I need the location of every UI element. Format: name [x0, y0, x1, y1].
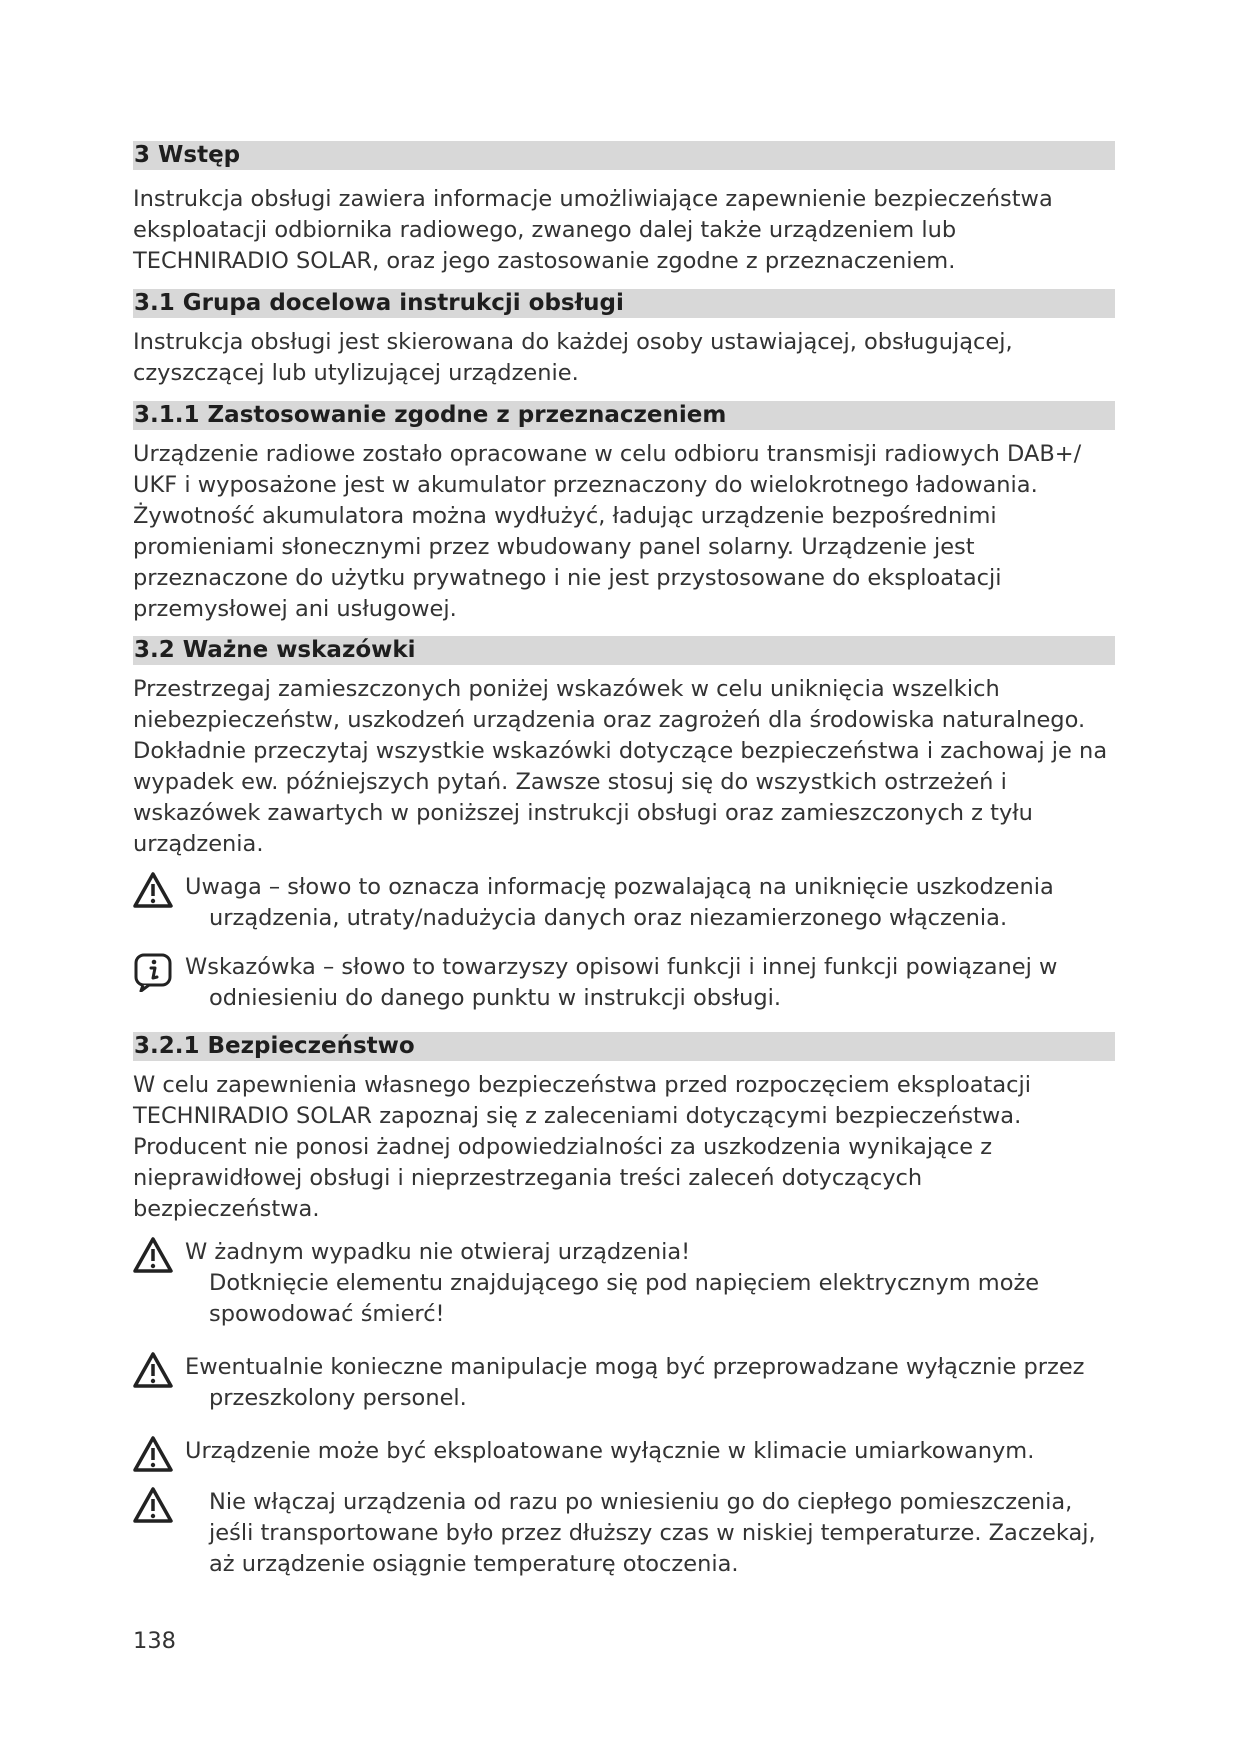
warning-triangle-icon: [133, 1352, 173, 1388]
warning-triangle-icon: [133, 1487, 173, 1523]
caution-text: Uwaga – słowo to oznacza informację pozwalającą na uniknięcie uszkodzenia urządzenia, utraty/nadużycia danych oraz niezamierzonego włączenia.: [185, 874, 1054, 931]
target-group-paragraph: Instrukcja obsługi jest skierowana do każdej osoby ustawiającej, obsługującej, czyszczącej lub utylizującej urządzenie.: [133, 329, 1013, 386]
note-caution: [133, 872, 1115, 934]
heading-3-1: 3.1 Grupa docelowa instrukcji obsługi: [133, 289, 1115, 318]
warning-triangle-icon: [133, 1436, 173, 1472]
warning-2-text: Ewentualnie konieczne manipulacje mogą być przeprowadzane wyłącznie przez przeszkolony personel.: [185, 1354, 1085, 1411]
intro-paragraph: Instrukcja obsługi zawiera informacje umożliwiające zapewnienie bezpieczeństwa eksploatacji odbiornika radiowego, zwanego dalej także urządzeniem lub TECHNIRADIO SOLAR, oraz jego zastosowanie zgodne z przeznaczeniem.: [133, 186, 1053, 274]
info-icon: [133, 952, 173, 992]
warning-3-text: Urządzenie może być eksploatowane wyłącznie w klimacie umiarkowanym.: [185, 1438, 1035, 1464]
warning-do-not-open: [133, 1237, 1115, 1330]
hint-text: Wskazówka – słowo to towarzyszy opisowi funkcji i innej funkcji powiązanej w odniesieniu do danego punktu w instrukcji obsługi.: [185, 954, 1058, 1011]
heading-3-2-1: 3.2.1 Bezpieczeństwo: [133, 1032, 1115, 1061]
heading-3-wstep: 3 Wstęp: [133, 141, 1115, 170]
intended-use-paragraph: Urządzenie radiowe zostało opracowane w celu odbioru transmisji radiowych DAB+/ UKF i wyposażone jest w akumulator przeznaczony do wielokrotnego ładowania. Żywotność akumulatora można wydłużyć, ładując urządzenie bezpośrednimi promieniami słonecznymi przez wbudowany panel solarny. Urządzenie jest przeznaczone do użytku prywatnego i nie jest przystosowane do eksploatacji przemysłowej ani usługowej.: [133, 441, 1082, 622]
warning-trained-personnel: [133, 1352, 1115, 1414]
warning-triangle-icon: [133, 872, 173, 908]
page-number: 138: [133, 1628, 176, 1654]
page-content: [133, 141, 1115, 1580]
heading-3-2: 3.2 Ważne wskazówki: [133, 636, 1115, 665]
important-notes-paragraph: Przestrzegaj zamieszczonych poniżej wskazówek w celu uniknięcia wszelkich niebezpieczeństw, uszkodzeń urządzenia oraz zagrożeń dla środowiska naturalnego. Dokładnie przeczytaj wszystkie wskazówki dotyczące bezpieczeństwa i zachowaj je na wypadek ew. późniejszych pytań. Zawsze stosuj się do wszystkich ostrzeżeń i wskazówek zawartych w poniższej instrukcji obsługi oraz zamieszczonych z tyłu urządzenia.: [133, 676, 1108, 857]
warning-1-line-2: Dotknięcie elementu znajdującego się pod napięciem elektrycznym może spowodować śmierć!: [209, 1270, 1040, 1327]
warning-4-text: Nie włączaj urządzenia od razu po wniesieniu go do ciepłego pomieszczenia, jeśli transportowane było przez dłuższy czas w niskiej temperaturze. Zaczekaj, aż urządzenie osiągnie temperaturę otoczenia.: [209, 1489, 1096, 1577]
warning-1-line-1: W żadnym wypadku nie otwieraj urządzenia!: [185, 1239, 691, 1265]
heading-3-1-1: 3.1.1 Zastosowanie zgodne z przeznaczeniem: [133, 401, 1115, 430]
note-hint: [133, 952, 1115, 1014]
warning-temperature: [133, 1487, 1115, 1580]
warning-climate: [133, 1436, 1115, 1467]
warning-triangle-icon: [133, 1237, 173, 1273]
safety-paragraph: W celu zapewnienia własnego bezpieczeństwa przed rozpoczęciem eksploatacji TECHNIRADIO SOLAR zapoznaj się z zaleceniami dotyczącymi bezpieczeństwa. Producent nie ponosi żadnej odpowiedzialności za uszkodzenia wynikające z nieprawidłowej obsługi i nieprzestrzegania treści zaleceń dotyczących bezpieczeństwa.: [133, 1072, 1032, 1222]
